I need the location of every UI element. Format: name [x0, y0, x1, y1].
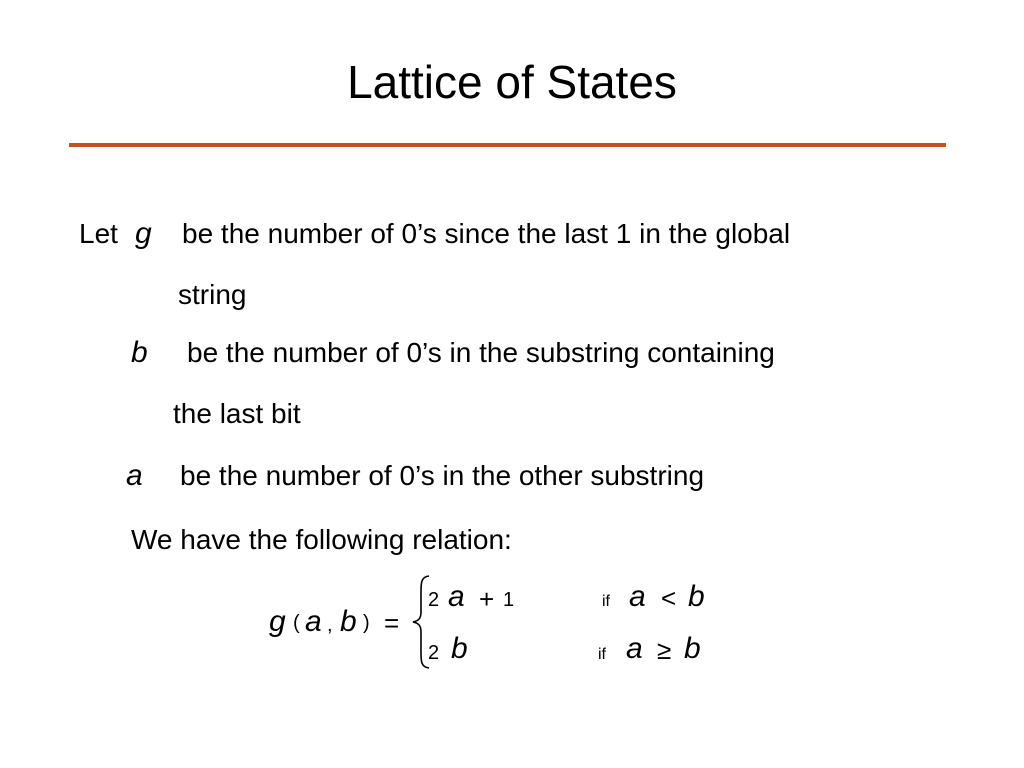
case1-variable: a	[448, 580, 465, 613]
formula-arg-b: b	[340, 605, 357, 638]
g-definition-line1: be the number of 0’s since the last 1 in the global	[182, 218, 791, 249]
title-divider	[69, 143, 946, 147]
case2-condition-left: a	[626, 632, 643, 665]
variable-g: g	[135, 217, 152, 250]
variable-a: a	[126, 459, 143, 492]
formula-equals: =	[384, 608, 400, 638]
b-definition-line2: the last bit	[173, 398, 301, 429]
case2-condition-right: b	[684, 632, 701, 665]
a-definition: be the number of 0’s in the other substring	[180, 460, 705, 491]
case1-plus: +	[479, 584, 495, 614]
case1-if: if	[602, 593, 610, 610]
formula-comma: ,	[327, 614, 333, 636]
formula-arg-a: a	[305, 605, 322, 638]
case1-condition-right: b	[688, 580, 705, 613]
case1-condition-operator: <	[661, 583, 677, 613]
slide-title: Lattice of States	[347, 56, 677, 108]
g-definition-line2: string	[178, 279, 247, 310]
case1-condition-left: a	[629, 580, 646, 613]
case1-coefficient: 2	[428, 589, 440, 611]
b-definition-line1: be the number of 0’s in the substring containing	[187, 337, 775, 368]
case1-constant: 1	[503, 589, 515, 611]
case2-coefficient: 2	[428, 642, 440, 664]
case2-variable: b	[451, 632, 468, 665]
variable-b: b	[131, 336, 148, 369]
relation-intro: We have the following relation:	[131, 524, 512, 555]
formula-function-g: g	[269, 605, 286, 638]
formula-close-paren: )	[363, 612, 370, 634]
let-word: Let	[79, 218, 118, 249]
case2-if: if	[598, 646, 606, 663]
case2-condition-operator: ≥	[657, 635, 672, 665]
formula-open-paren: (	[293, 612, 300, 634]
